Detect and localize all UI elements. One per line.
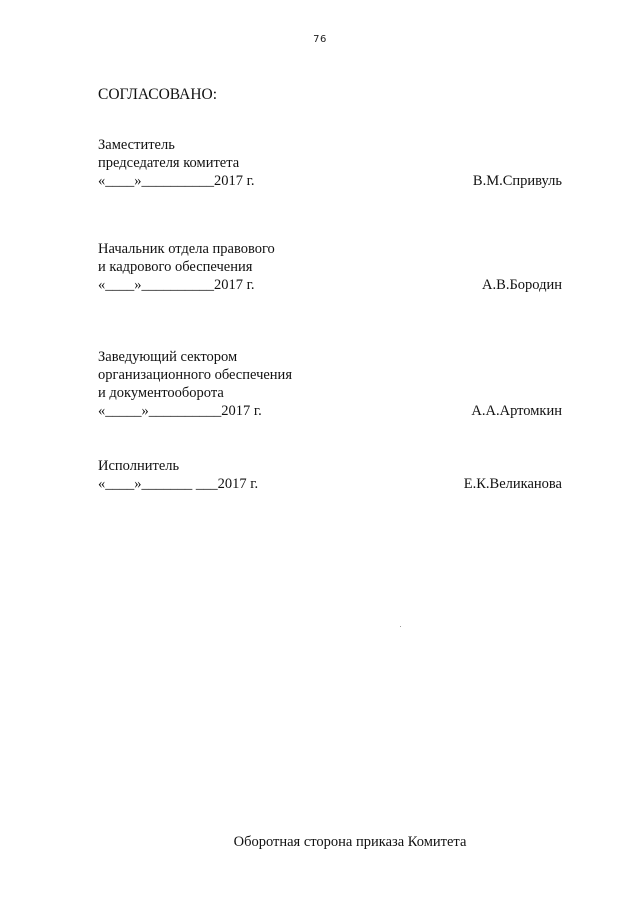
page-footer-note: Оборотная сторона приказа Комитета [233,834,467,850]
page-number: 76 [313,34,327,45]
position-title-line: Заместитель [98,137,175,153]
scan-speck [400,626,401,627]
date-field: «_____»__________2017 г. [98,403,262,419]
signatory-name: Е.К.Великанова [463,476,562,492]
date-signature-row [98,276,562,294]
date-field: «____»_______ ___2017 г. [98,476,259,492]
position-title-line: Заведующий сектором [98,349,238,365]
approval-block-document-sector [98,348,562,420]
signatory-name: А.А.Артомкин [471,403,562,419]
position-title-line: Исполнитель [98,458,180,474]
position-title-line: и документооборота [98,385,224,401]
position-title-line: организационного обеспечения [98,367,292,383]
position-title-line: председателя комитета [98,155,240,171]
date-field: «____»__________2017 г. [98,173,255,189]
approval-block-executor [98,457,562,493]
date-signature-row [98,475,562,493]
date-signature-row [98,172,562,190]
position-title-line: и кадрового обеспечения [98,259,253,275]
signatory-name: А.В.Бородин [482,277,562,293]
date-field: «____»__________2017 г. [98,277,255,293]
date-signature-row [98,402,562,420]
approval-block-deputy-chairman [98,136,562,190]
approval-heading: СОГЛАСОВАНО: [98,86,218,103]
signatory-name: В.М.Спривуль [472,173,562,189]
position-title-line: Начальник отдела правового [98,241,275,257]
approval-block-legal-department [98,240,562,294]
